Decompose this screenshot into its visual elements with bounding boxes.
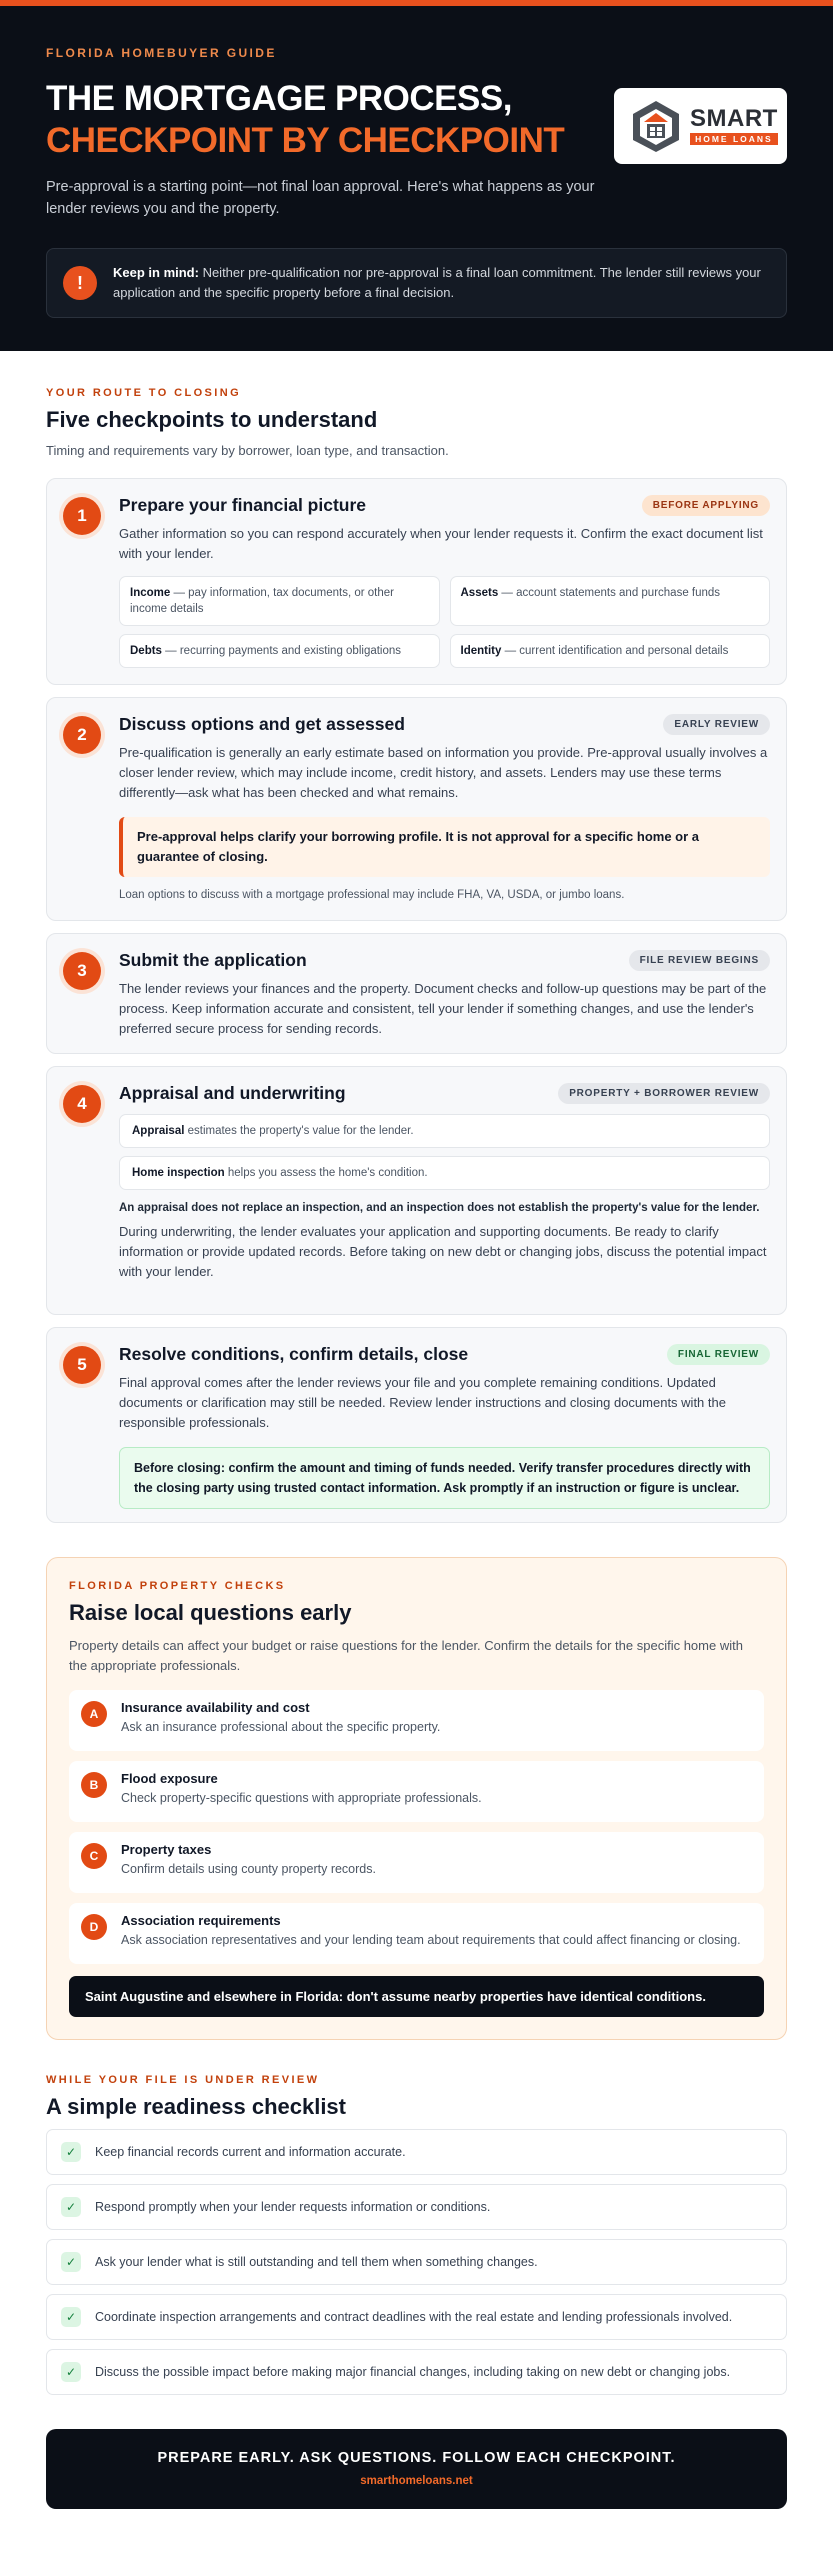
status-badge: EARLY REVIEW: [663, 714, 770, 735]
step-body: Pre-qualification is generally an early estimate based on information you provide. Pre-approval usually involves a closer lender review, which may include income, credit history, and assets. Lenders may use these terms differently—ask what has been checked and what remains.: [119, 745, 768, 800]
footer-tagline: PREPARE EARLY. ASK QUESTIONS. FOLLOW EACH CHECKPOINT.: [157, 2450, 676, 2466]
logo-subtitle: HOME LOANS: [690, 133, 778, 145]
step-body: The lender reviews your finances and the property. Document checks and follow-up questions may be part of the process. Keep information accurate and consistent, tell your lender if something changes, and use the lender's preferred secure process for sending records.: [119, 981, 767, 1036]
hero-header: [0, 0, 833, 351]
item-letter: A: [81, 1701, 107, 1727]
check-icon: ✓: [61, 2362, 81, 2382]
item-letter: B: [81, 1772, 107, 1798]
hero-intro: Pre-approval is a starting point—not final loan approval. Here's what happens as your lender reviews you and the property.: [46, 179, 595, 217]
item-title: Property taxes: [121, 1842, 212, 1857]
title-line-1: THE MORTGAGE PROCESS,: [46, 79, 512, 118]
florida-check-association: [69, 1903, 764, 1964]
checklist-item: ✓ Ask your lender what is still outstanding and tell them when something changes.: [46, 2239, 787, 2285]
footer-website-link[interactable]: smarthomeloans.net: [360, 2475, 473, 2487]
status-badge: FILE REVIEW BEGINS: [629, 950, 770, 971]
item-desc: Check property-specific questions with appropriate professionals.: [121, 1791, 482, 1805]
step-number: 3: [63, 952, 101, 990]
checkpoint-card-1: [46, 478, 787, 685]
brand-logo[interactable]: [614, 88, 787, 164]
checkpoint-card-4: [46, 1066, 787, 1315]
checkpoint-card-5: [46, 1327, 787, 1523]
pre-approval-callout: Pre-approval helps clarify your borrowing profile. It is not approval for a specific home or a guarantee of closing.: [119, 817, 770, 877]
step-number: 1: [63, 497, 101, 535]
home-inspection-row: Home inspection helps you assess the home's condition.: [119, 1156, 770, 1190]
doc-item-debts: Debts — recurring payments and existing obligations: [119, 634, 440, 668]
before-closing-callout: Before closing: confirm the amount and timing of funds needed. Verify transfer procedures directly with the closing party using trusted contact information. Ask promptly if an instruction or figure is unclear.: [119, 1447, 770, 1509]
loan-options-note: Loan options to discuss with a mortgage professional may include FHA, VA, USDA, or jumbo loans.: [119, 889, 625, 901]
florida-subtitle: Property details can affect your budget or raise questions for the lender. Confirm the details for the specific home with the appropriate professionals.: [69, 1638, 743, 1673]
step-number: 2: [63, 716, 101, 754]
doc-item-assets: Assets — account statements and purchase funds: [450, 576, 771, 626]
florida-check-taxes: [69, 1832, 764, 1893]
item-letter: C: [81, 1843, 107, 1869]
step-body: Gather information so you can respond accurately when your lender requests it. Confirm the exact document list with your lender.: [119, 526, 763, 561]
appraisal-inspection-note: An appraisal does not replace an inspection, and an inspection does not establish the property's value for the lender.: [119, 1202, 760, 1214]
item-desc: Confirm details using county property records.: [121, 1862, 376, 1876]
doc-item-identity: Identity — current identification and personal details: [450, 634, 771, 668]
checklist-item: ✓ Respond promptly when your lender requests information or conditions.: [46, 2184, 787, 2230]
check-icon: ✓: [61, 2252, 81, 2272]
step-title: Discuss options and get assessed: [119, 714, 405, 734]
checklist-item: ✓ Keep financial records current and information accurate.: [46, 2129, 787, 2175]
hero-eyebrow: FLORIDA HOMEBUYER GUIDE: [46, 46, 277, 60]
status-badge: FINAL REVIEW: [667, 1344, 770, 1365]
keep-in-mind-notice: [46, 248, 787, 318]
step-body: During underwriting, the lender evaluates your application and supporting documents. Be ready to clarify information or provide updated records. Before taking on new debt or changing jobs, discuss the potential impact with your lender.: [119, 1224, 767, 1279]
checkpoint-card-3: [46, 933, 787, 1054]
house-logo-icon: [628, 98, 684, 154]
item-letter: D: [81, 1914, 107, 1940]
step-title: Resolve conditions, confirm details, close: [119, 1344, 469, 1364]
checkpoint-card-2: [46, 697, 787, 921]
check-icon: ✓: [61, 2307, 81, 2327]
step-title: Prepare your financial picture: [119, 495, 367, 515]
florida-panel: [46, 1557, 787, 2040]
checklist-eyebrow: WHILE YOUR FILE IS UNDER REVIEW: [46, 2074, 320, 2086]
florida-check-insurance: [69, 1690, 764, 1751]
route-subtitle: Timing and requirements vary by borrower, loan type, and transaction.: [46, 443, 449, 458]
item-desc: Ask an insurance professional about the specific property.: [121, 1720, 441, 1734]
route-title: Five checkpoints to understand: [46, 407, 378, 432]
notice-text: Keep in mind: Neither pre-qualification nor pre-approval is a final loan commitment. The lender still reviews your application and the specific property before a final decision.: [113, 265, 761, 300]
doc-item-income: Income — pay information, tax documents, or other income details: [119, 576, 440, 626]
status-badge: BEFORE APPLYING: [642, 495, 770, 516]
checkpoints-section: [0, 351, 833, 1523]
florida-title: Raise local questions early: [69, 1600, 352, 1625]
status-badge: PROPERTY + BORROWER REVIEW: [558, 1083, 770, 1104]
florida-eyebrow: FLORIDA PROPERTY CHECKS: [69, 1580, 286, 1592]
item-desc: Ask association representatives and your lending team about requirements that could affect financing or closing.: [121, 1933, 741, 1947]
checklist-title: A simple readiness checklist: [46, 2094, 346, 2119]
route-eyebrow: YOUR ROUTE TO CLOSING: [46, 387, 242, 399]
footer-banner: [46, 2429, 787, 2509]
step-number: 4: [63, 1085, 101, 1123]
checklist-section: [0, 2074, 833, 2395]
checklist-item: ✓ Coordinate inspection arrangements and contract deadlines with the real estate and lending professionals involved.: [46, 2294, 787, 2340]
checklist-item: ✓ Discuss the possible impact before making major financial changes, including taking on new debt or changing jobs.: [46, 2349, 787, 2395]
florida-warning-bar: Saint Augustine and elsewhere in Florida: don't assume nearby properties have identical conditions.: [69, 1976, 764, 2017]
logo-wordmark: SMART: [690, 105, 778, 132]
check-icon: ✓: [61, 2197, 81, 2217]
item-title: Insurance availability and cost: [121, 1700, 310, 1715]
item-title: Flood exposure: [121, 1771, 218, 1786]
item-title: Association requirements: [121, 1913, 281, 1928]
check-icon: ✓: [61, 2142, 81, 2162]
step-title: Appraisal and underwriting: [119, 1083, 346, 1103]
step-body: Final approval comes after the lender reviews your file and you complete remaining conditions. Updated documents or clarification may still be needed. Review lender instructions and closing documents with the responsible professionals.: [119, 1375, 726, 1430]
title-line-2: CHECKPOINT BY CHECKPOINT: [46, 121, 565, 160]
step-number: 5: [63, 1346, 101, 1384]
appraisal-row: Appraisal estimates the property's value for the lender.: [119, 1114, 770, 1148]
exclamation-icon: !: [63, 266, 97, 300]
step-title: Submit the application: [119, 950, 307, 970]
florida-section: [0, 1557, 833, 2040]
florida-check-flood: [69, 1761, 764, 1822]
